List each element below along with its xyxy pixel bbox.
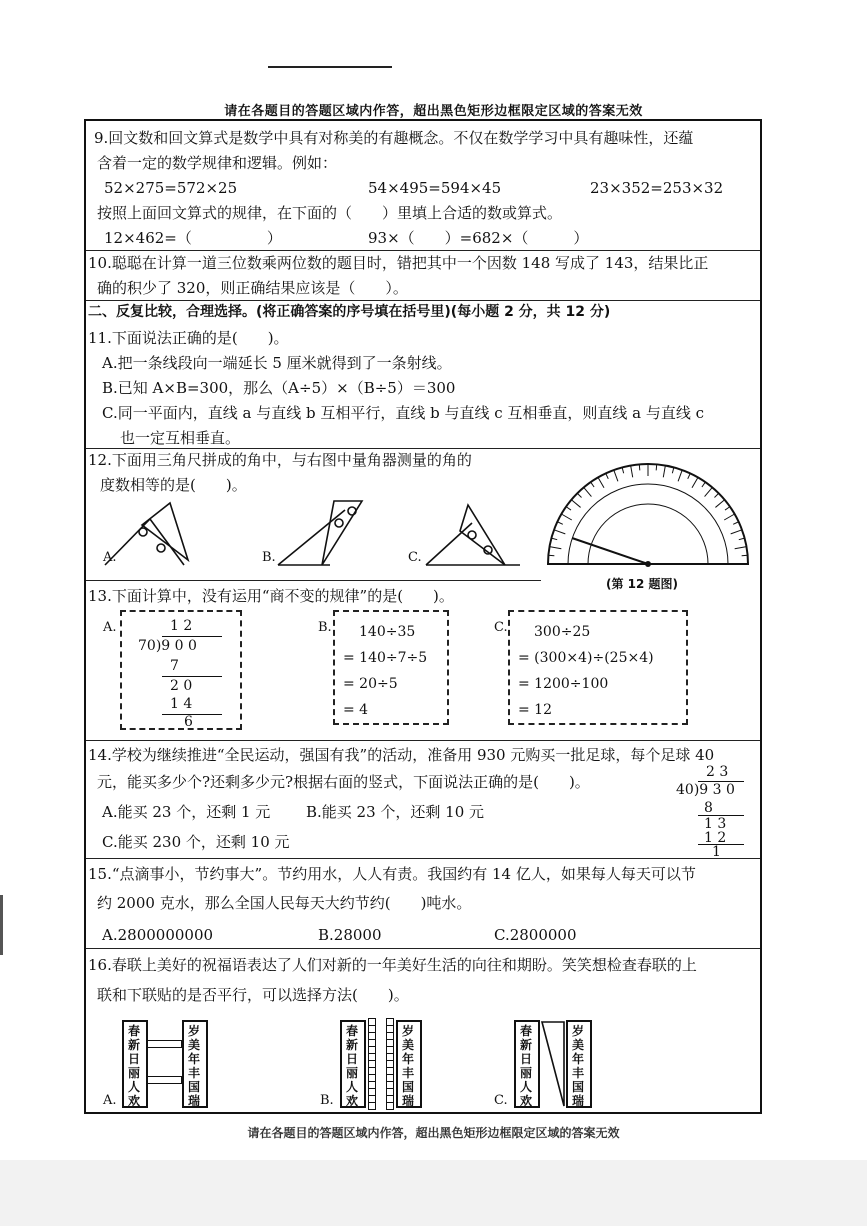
scan-margin bbox=[0, 1160, 867, 1226]
q9-example-1: 52×275=572×25 bbox=[104, 179, 238, 197]
calc-line: = 12 bbox=[518, 702, 552, 718]
couplet-char: 欢 bbox=[520, 1094, 533, 1108]
couplet-char: 国 bbox=[188, 1080, 201, 1094]
q15-line2: 约 2000 克水，那么全国人民每天大约节约( )吨水。 bbox=[97, 894, 472, 912]
footer-notice: 请在各题目的答题区域内作答，超出黑色矩形边框限定区域的答案无效 bbox=[247, 1126, 620, 1140]
protractor-figure bbox=[542, 458, 754, 570]
calc-remainder: 1 bbox=[712, 844, 721, 860]
q9-example-3: 23×352=253×32 bbox=[590, 179, 724, 197]
q14-option-a: A.能买 23 个，还剩 1 元 bbox=[102, 803, 271, 821]
q10-line2: 确的积少了 320，则正确结果应该是（ ）。 bbox=[97, 279, 408, 297]
q13-option-a-label: A. bbox=[103, 620, 117, 635]
q16-option-b-label: B. bbox=[320, 1093, 334, 1108]
q12-line2: 度数相等的是( )。 bbox=[100, 476, 247, 494]
calc-line: 300÷25 bbox=[534, 624, 591, 640]
set-square-tool bbox=[540, 1020, 566, 1108]
couplet-char: 人 bbox=[520, 1080, 533, 1094]
ruler bbox=[386, 1018, 394, 1110]
protractor-tick bbox=[639, 464, 640, 470]
q14-line1: 14.学校为继续推进“全民运动，强国有我”的活动，准备用 930 元购买一批足球，每个足球 40 bbox=[88, 746, 715, 764]
divider bbox=[86, 858, 760, 859]
calc-line: = (300×4)÷(25×4) bbox=[518, 650, 654, 666]
q14-vertical-division bbox=[676, 764, 756, 858]
couplet-char: 瑞 bbox=[402, 1094, 415, 1108]
division-bar bbox=[698, 781, 744, 782]
couplet-char: 年 bbox=[188, 1052, 201, 1066]
couplet-char: 丰 bbox=[402, 1066, 415, 1080]
q13-option-b-box bbox=[333, 610, 449, 725]
upper-couplet bbox=[122, 1020, 148, 1108]
q12-option-a-label: A. bbox=[103, 550, 117, 565]
division-bar bbox=[162, 636, 222, 637]
calc-row: 1 4 bbox=[170, 696, 193, 712]
divider bbox=[86, 300, 760, 301]
q13-option-c-box bbox=[508, 610, 688, 725]
q16-line1: 16.春联上美好的祝福语表达了人们对新的一年美好生活的向往和期盼。笑笑想检查春联的上 bbox=[88, 956, 697, 974]
couplet-char: 美 bbox=[188, 1038, 201, 1052]
couplet-char: 丽 bbox=[346, 1066, 359, 1080]
q15-option-b: B.28000 bbox=[318, 926, 382, 944]
divider bbox=[86, 250, 760, 251]
protractor-tick bbox=[548, 555, 554, 556]
calc-row: 7 bbox=[170, 658, 179, 674]
couplet-char: 岁 bbox=[402, 1024, 415, 1038]
calc-dividend: 40)9 3 0 bbox=[676, 782, 735, 798]
lower-couplet bbox=[566, 1020, 592, 1108]
calc-line: = 20÷5 bbox=[343, 676, 398, 692]
q11-option-c-line2: 也一定互相垂直。 bbox=[120, 429, 241, 447]
couplet-char: 春 bbox=[346, 1024, 359, 1038]
q13-option-c-label: C. bbox=[494, 620, 508, 635]
q13-stem: 13.下面计算中，没有运用“商不变的规律”的是( )。 bbox=[88, 587, 454, 605]
q12-triangle-options bbox=[100, 495, 530, 570]
calc-dividend: 70)9 0 0 bbox=[138, 638, 197, 654]
section-2-heading: 二、反复比较，合理选择。(将正确答案的序号填在括号里)(每小题 2 分，共 12 分) bbox=[88, 304, 611, 320]
q16-option-c-label: C. bbox=[494, 1093, 508, 1108]
q11-option-a: A.把一条线段向一端延长 5 厘米就得到了一条射线。 bbox=[102, 354, 452, 372]
ruler bbox=[368, 1018, 376, 1110]
couplet-char: 岁 bbox=[572, 1024, 585, 1038]
top-rule bbox=[268, 66, 392, 68]
couplet-char: 瑞 bbox=[572, 1094, 585, 1108]
q15-line1: 15.“点滴事小，节约事大”。节约用水，人人有责。我国约有 14 亿人，如果每人每天可以节 bbox=[88, 865, 696, 883]
set-square-c bbox=[426, 505, 520, 565]
couplet-char: 美 bbox=[402, 1038, 415, 1052]
protractor-tick bbox=[656, 464, 657, 470]
protractor-tick bbox=[742, 555, 748, 556]
q13-option-b-label: B. bbox=[318, 620, 332, 635]
couplet-char: 新 bbox=[128, 1038, 141, 1052]
q9-line1: 9.回文数和回文算式是数学中具有对称美的有趣概念。不仅在数学学习中具有趣味性，还蕴 bbox=[94, 129, 694, 147]
calc-line: = 4 bbox=[343, 702, 369, 718]
calc-row: 2 0 bbox=[170, 678, 193, 694]
lower-couplet bbox=[182, 1020, 208, 1108]
couplet-char: 瑞 bbox=[188, 1094, 201, 1108]
connector-bar bbox=[148, 1040, 182, 1048]
divider bbox=[86, 580, 541, 581]
couplet-char: 丰 bbox=[572, 1066, 585, 1080]
couplet-char: 丽 bbox=[128, 1066, 141, 1080]
calc-remainder: 6 bbox=[184, 714, 193, 730]
header-notice: 请在各题目的答题区域内作答，超出黑色矩形边框限定区域的答案无效 bbox=[224, 104, 643, 119]
couplet-char: 岁 bbox=[188, 1024, 201, 1038]
couplet-char: 丰 bbox=[188, 1066, 201, 1080]
calc-row: 1 2 bbox=[704, 830, 727, 846]
division-bar bbox=[162, 676, 222, 677]
upper-couplet bbox=[514, 1020, 540, 1108]
couplet-char: 人 bbox=[128, 1080, 141, 1094]
q9-example-2: 54×495=594×45 bbox=[368, 179, 502, 197]
divider bbox=[86, 448, 760, 449]
calc-quotient: 1 2 bbox=[170, 618, 193, 634]
couplet-char: 新 bbox=[520, 1038, 533, 1052]
couplet-char: 新 bbox=[346, 1038, 359, 1052]
q11-stem: 11.下面说法正确的是( )。 bbox=[88, 329, 289, 347]
lower-couplet bbox=[396, 1020, 422, 1108]
calc-line: = 1200÷100 bbox=[518, 676, 609, 692]
couplet-char: 欢 bbox=[128, 1094, 141, 1108]
q15-option-a: A.2800000000 bbox=[102, 926, 214, 944]
q12-line1: 12.下面用三角尺拼成的角中，与右图中量角器测量的角的 bbox=[88, 451, 472, 469]
couplet-char: 欢 bbox=[346, 1094, 359, 1108]
couplet-char: 人 bbox=[346, 1080, 359, 1094]
connector-bar bbox=[148, 1076, 182, 1084]
division-bar bbox=[698, 815, 744, 816]
couplet-char: 国 bbox=[402, 1080, 415, 1094]
set-square-b bbox=[278, 501, 362, 565]
upper-couplet bbox=[340, 1020, 366, 1108]
q15-option-c: C.2800000 bbox=[494, 926, 577, 944]
calc-quotient: 2 3 bbox=[706, 764, 729, 780]
calc-line: = 140÷7÷5 bbox=[343, 650, 428, 666]
q14-option-c: C.能买 230 个，还剩 10 元 bbox=[102, 833, 290, 851]
q13-option-a-box bbox=[120, 610, 242, 730]
set-square-a bbox=[105, 503, 188, 565]
calc-row: 1 3 bbox=[704, 816, 727, 832]
q10-line1: 10.聪聪在计算一道三位数乘两位数的题目时，错把其中一个因数 148 写成了 143，结果比正 bbox=[88, 254, 709, 272]
q9-blank-2: 93×（ ）=682×（ ） bbox=[368, 229, 589, 247]
calc-row: 8 bbox=[704, 800, 713, 816]
divider bbox=[86, 740, 760, 741]
divider bbox=[86, 948, 760, 949]
q9-line2: 含着一定的数学规律和逻辑。例如： bbox=[97, 154, 338, 172]
q14-option-b: B.能买 23 个，还剩 10 元 bbox=[306, 803, 485, 821]
q9-blank-1: 12×462=（ ） bbox=[104, 229, 282, 247]
couplet-char: 日 bbox=[128, 1052, 141, 1066]
scan-edge-mark bbox=[0, 895, 3, 955]
couplet-char: 年 bbox=[572, 1052, 585, 1066]
division-bar bbox=[162, 714, 222, 715]
q16-option-a-label: A. bbox=[103, 1093, 117, 1108]
q12-option-b-label: B. bbox=[262, 550, 276, 565]
couplet-char: 日 bbox=[346, 1052, 359, 1066]
q11-option-c-line1: C.同一平面内，直线 a 与直线 b 互相平行，直线 b 与直线 c 互相垂直，则直线 a 与直线 c bbox=[102, 404, 705, 422]
couplet-char: 国 bbox=[572, 1080, 585, 1094]
couplet-char: 丽 bbox=[520, 1066, 533, 1080]
q11-option-b: B.已知 A×B=300，那么（A÷5）×（B÷5）＝300 bbox=[102, 379, 456, 397]
couplet-char: 春 bbox=[520, 1024, 533, 1038]
division-bar bbox=[698, 844, 744, 845]
couplet-char: 年 bbox=[402, 1052, 415, 1066]
couplet-char: 美 bbox=[572, 1038, 585, 1052]
q14-line2: 元，能买多少个?还剩多少元?根据右面的竖式，下面说法正确的是( )。 bbox=[97, 773, 590, 791]
q12-figure-caption: (第 12 题图) bbox=[606, 577, 679, 591]
couplet-char: 日 bbox=[520, 1052, 533, 1066]
q16-line2: 联和下联贴的是否平行，可以选择方法( )。 bbox=[97, 986, 409, 1004]
q9-line3: 按照上面回文算式的规律，在下面的（ ）里填上合适的数或算式。 bbox=[97, 204, 563, 222]
q12-option-c-label: C. bbox=[408, 550, 422, 565]
calc-line: 140÷35 bbox=[359, 624, 416, 640]
couplet-char: 春 bbox=[128, 1024, 141, 1038]
